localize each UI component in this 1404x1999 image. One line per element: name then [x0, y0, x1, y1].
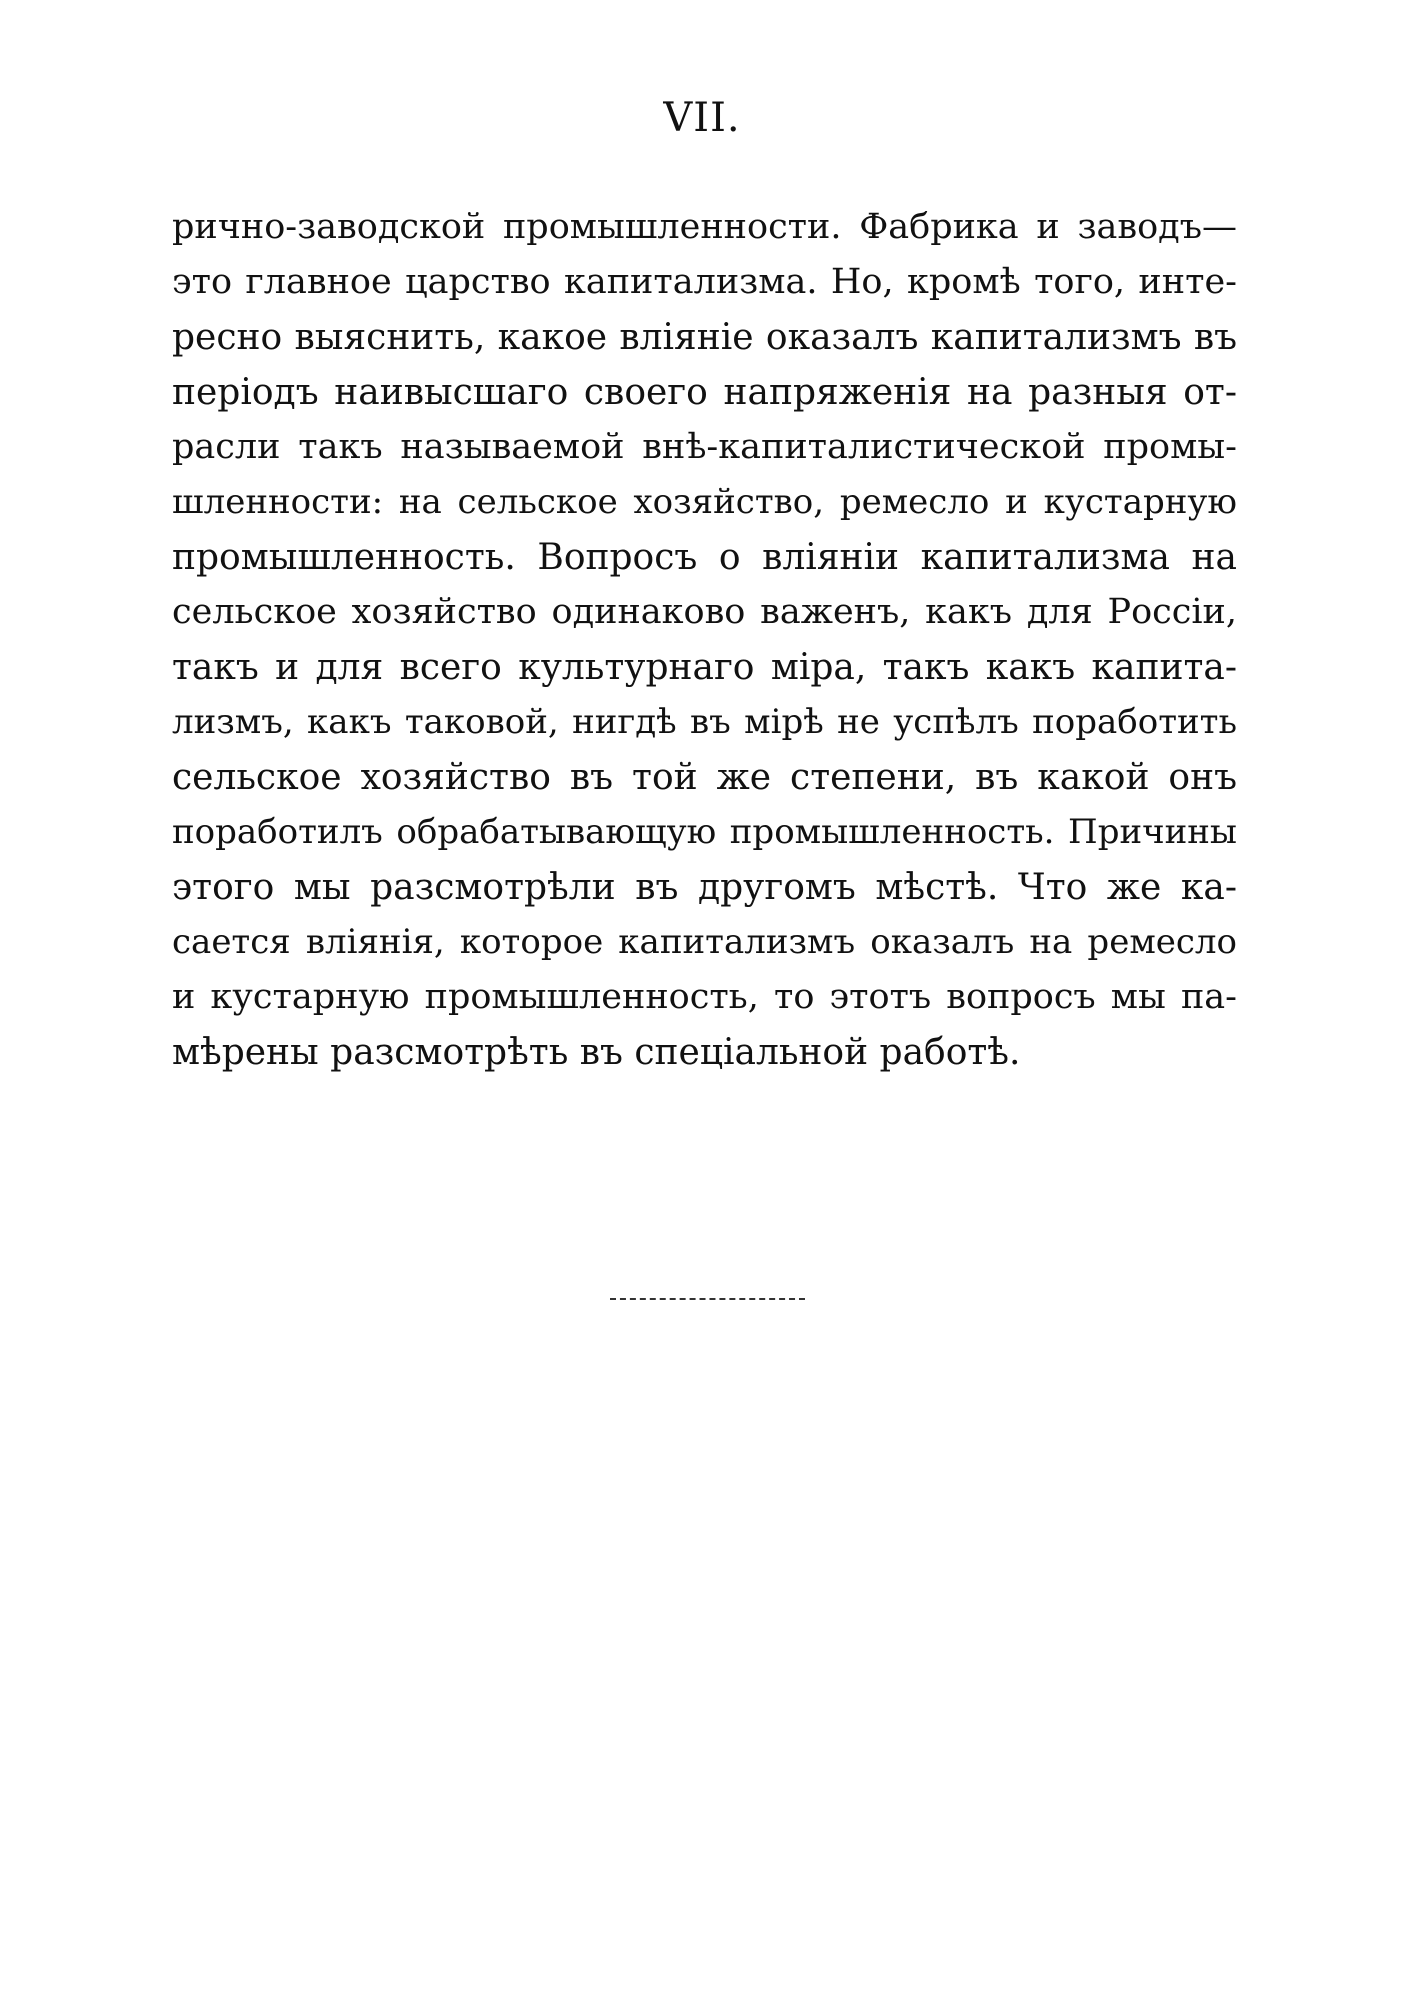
text-line: сельское хозяйство въ той же степени, въ какой онъ — [172, 757, 1237, 798]
text-line: такъ и для всего культурнаго міра, такъ какъ капита- — [172, 647, 1237, 688]
text-line: ресно выяснить, какое вліяніе оказалъ капитализмъ въ — [172, 317, 1237, 358]
section-divider — [610, 1298, 805, 1300]
text-line: промышленность. Вопросъ о вліяніи капитализма на — [172, 537, 1237, 578]
text-line: сельское хозяйство одинаково важенъ, какъ для Россіи, — [172, 592, 1237, 632]
text-line: періодъ наивысшаго своего напряженія на разныя от- — [172, 372, 1237, 413]
text-line: поработилъ обрабатывающую промышленность. Причины — [172, 812, 1237, 852]
text-line: рично-заводской промышленности. Фабрика и заводъ— — [172, 207, 1237, 247]
text-line: мѣрены разсмотрѣть въ спеціальной работѣ. — [172, 1032, 1021, 1073]
text-line: сается вліянія, которое капитализмъ оказалъ на ремесло — [172, 922, 1237, 962]
text-line: этого мы разсмотрѣли въ другомъ мѣстѣ. Что же ка- — [172, 867, 1237, 908]
page-number: VII. — [663, 95, 741, 141]
text-line: шленности: на сельское хозяйство, ремесло и кустарную — [172, 482, 1237, 522]
text-line: это главное царство капитализма. Но, кромѣ того, инте- — [172, 262, 1237, 302]
text-line: и кустарную промышленность, то этотъ вопросъ мы па- — [172, 977, 1237, 1017]
text-line: расли такъ называемой внѣ-капиталистической промы- — [172, 427, 1237, 467]
text-line: лизмъ, какъ таковой, нигдѣ въ мірѣ не успѣлъ поработить — [172, 702, 1237, 742]
body-text — [172, 200, 1237, 1080]
